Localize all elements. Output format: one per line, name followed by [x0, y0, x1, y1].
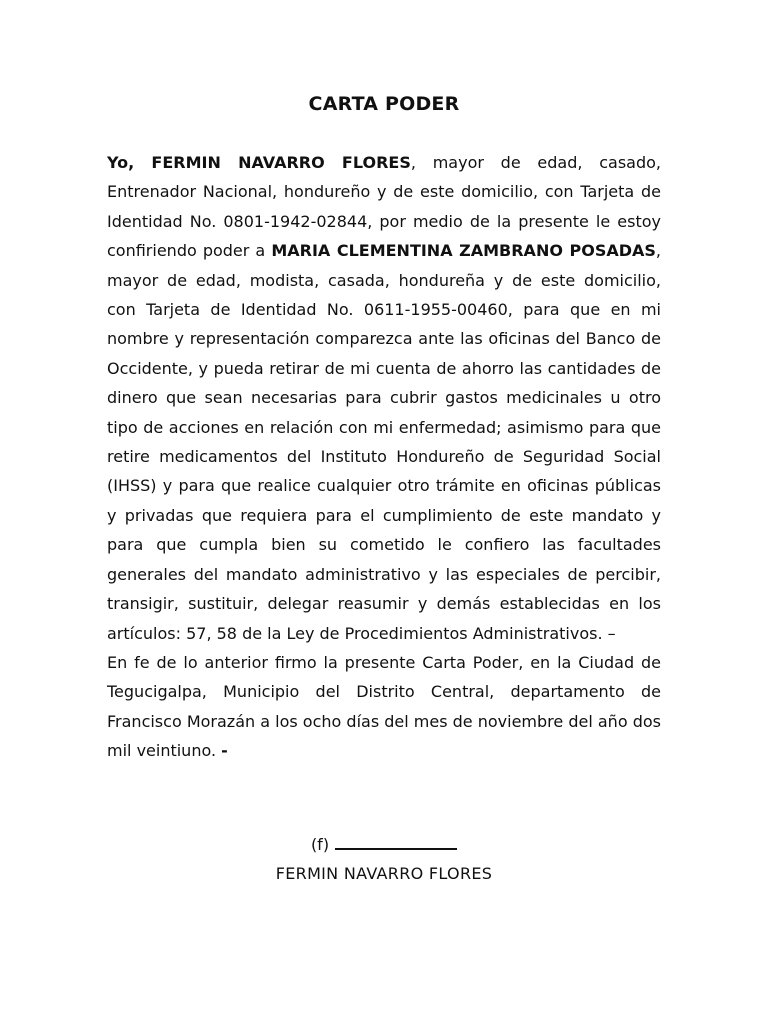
paragraph-grant-text-2: , mayor de edad, modista, casada, hondureña y de este domicilio, con Tarjeta de Identidad No. 0611-1955-00460, para que en mi nombre y representación comparezca ante las oficinas del Banco de Occidente, y pueda retirar de mi cuenta de ahorro las cantidades de dinero que sean necesarias para cubrir gastos medicinales u otro tipo de acciones en relación con mi enfermedad; asimismo para que retire medicamentos del Instituto Hondureño de Seguridad Social (IHSS) y para que realice cualquier otro trámite en oficinas públicas y privadas que requiera para el cumplimiento de este mandato y para que cumpla bien su cometido le confiero las facultades generales del mandato administrativo y las especiales de percibir, transigir, sustituir, delegar reasumir y demás establecidas en los artículos: 57, 58 de la Ley de Procedimientos Administrativos. –	[107, 241, 662, 643]
grantee-name: MARIA CLEMENTINA ZAMBRANO POSADAS	[271, 241, 656, 261]
paragraph-closing	[107, 648, 661, 766]
closing-end-mark: -	[221, 741, 228, 761]
signature-line	[335, 830, 457, 850]
paragraph-closing-text: En fe de lo anterior firmo la presente Carta Poder, en la Ciudad de Tegucigalpa, Municipio del Distrito Central, departamento de Francisco Morazán a los ocho días del mes de noviembre del año dos mil veintiuno.	[107, 652, 661, 761]
paragraph-grant-text-1: , mayor de edad, casado, Entrenador Nacional, hondureño y de este domicilio, con Tarjeta de Identidad No. 0801-1942-02844, por medio de la presente le estoy confiriendo poder a	[107, 153, 661, 261]
signature-prefix: (f)	[310, 835, 330, 854]
signature-block	[0, 830, 768, 854]
document-title: CARTA PODER	[308, 93, 460, 115]
paragraph-grant	[107, 148, 661, 648]
signer-name: FERMIN NAVARRO FLORES	[275, 864, 493, 883]
document-body	[107, 148, 661, 766]
grantor-intro: Yo, FERMIN NAVARRO FLORES	[107, 153, 411, 172]
